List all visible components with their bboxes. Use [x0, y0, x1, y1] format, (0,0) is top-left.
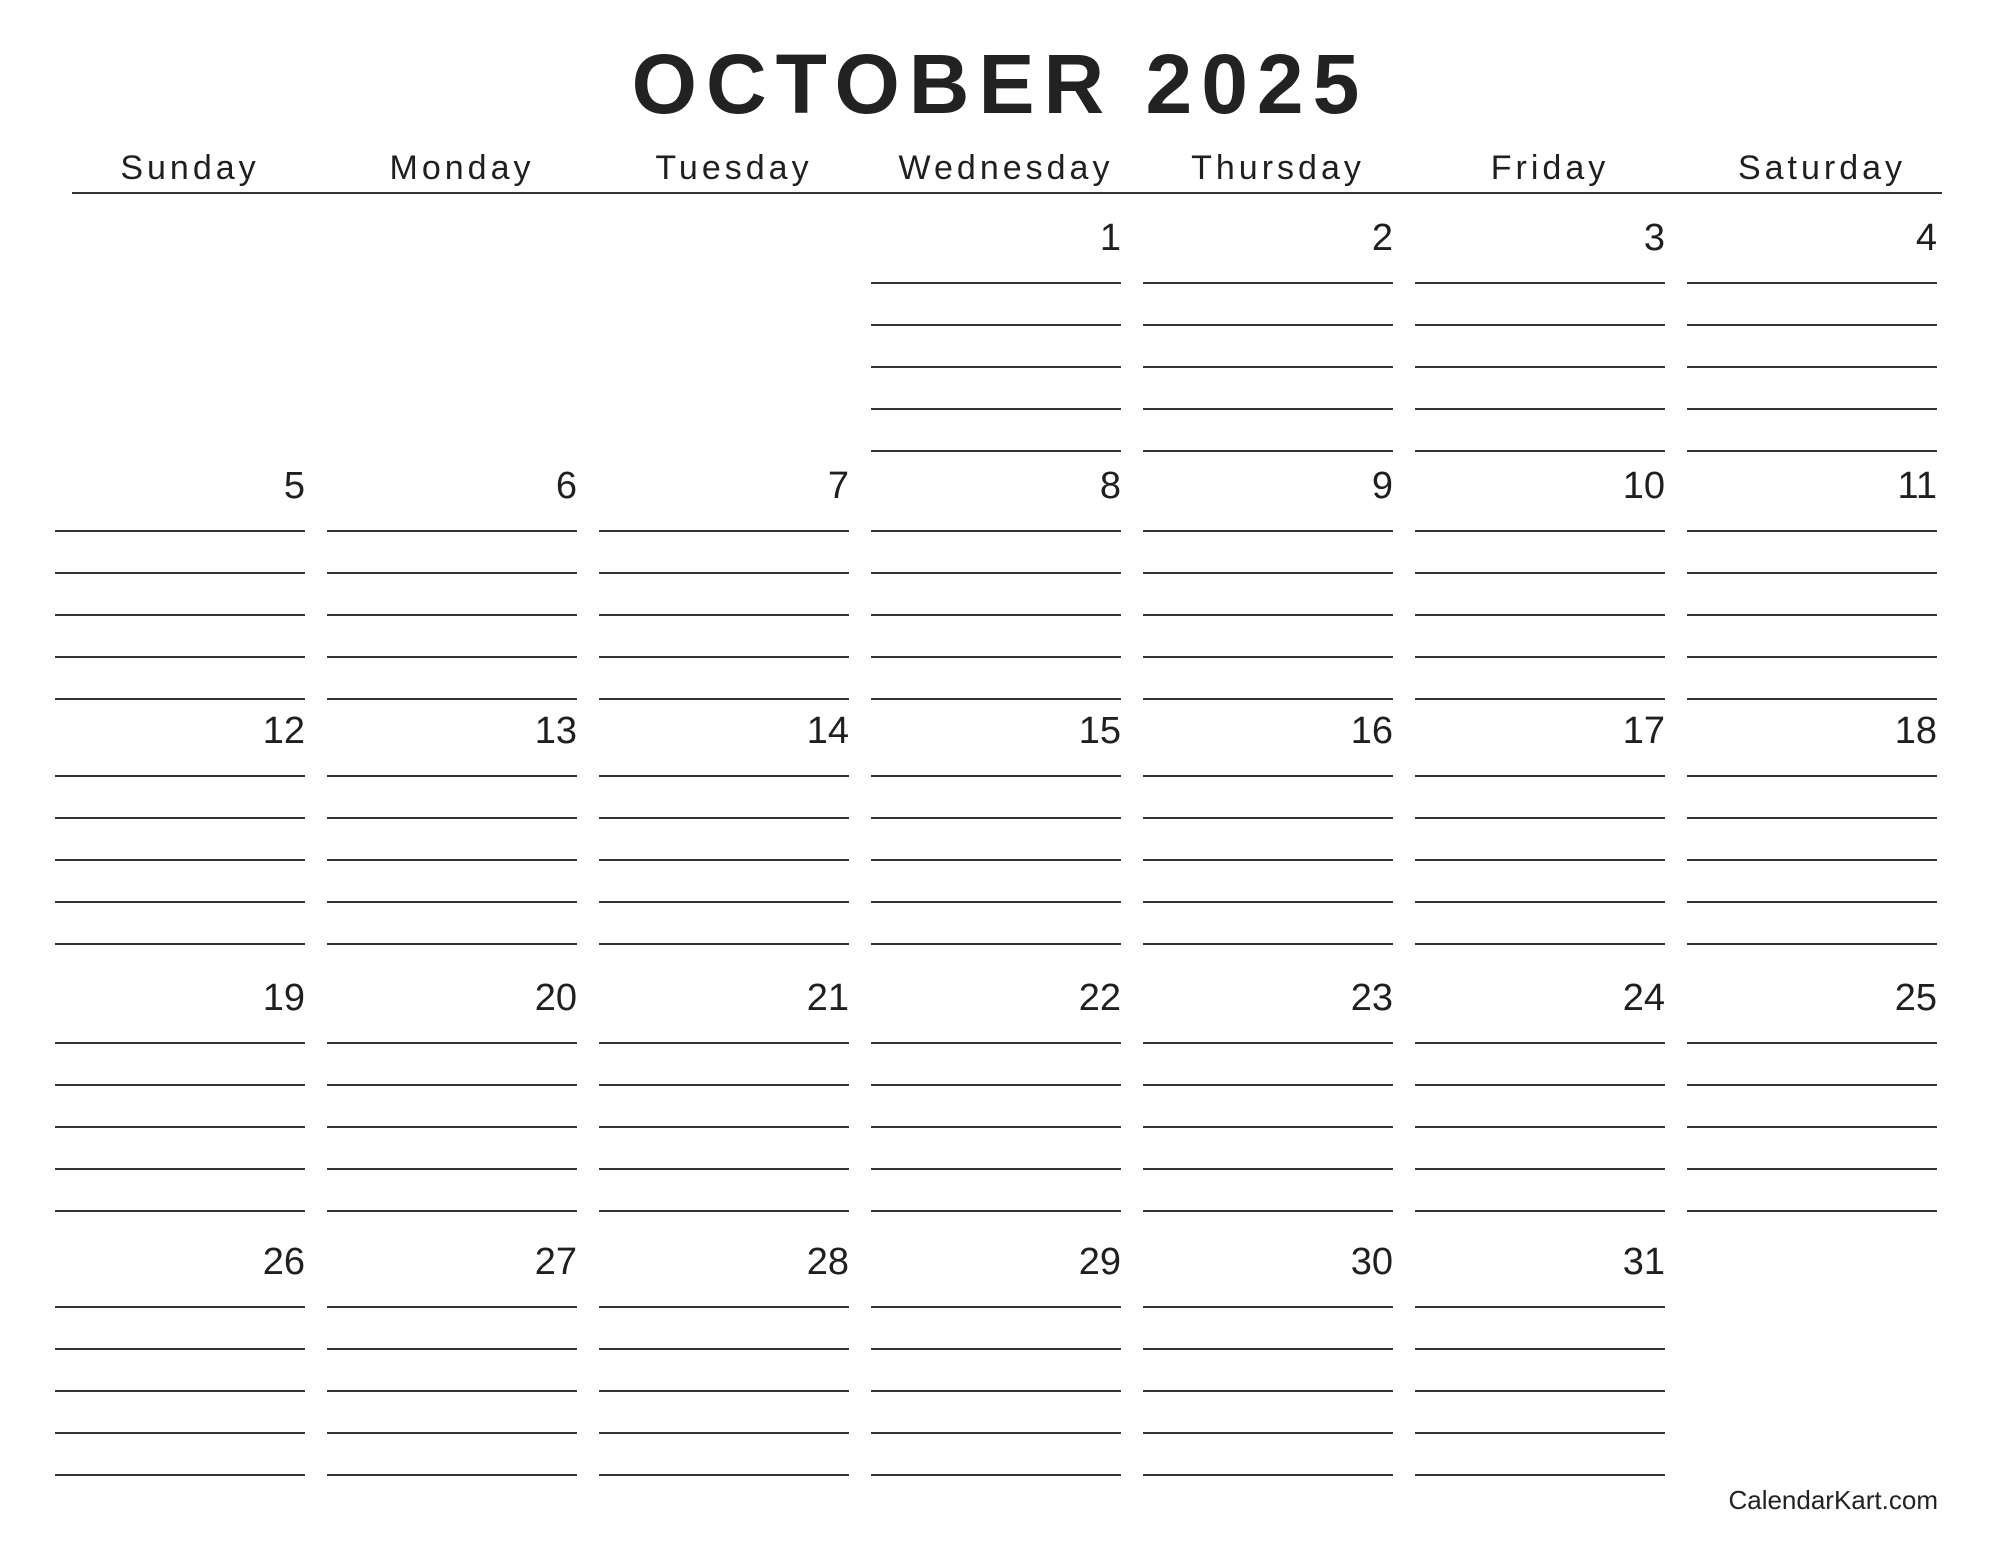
- day-number: 18: [1894, 710, 1937, 752]
- writing-line: [1143, 1348, 1393, 1350]
- day-number: 28: [806, 1241, 849, 1283]
- writing-line: [1687, 901, 1937, 903]
- writing-line: [1143, 450, 1393, 452]
- writing-line: [55, 1390, 305, 1392]
- writing-line: [1143, 282, 1393, 284]
- writing-line: [871, 1432, 1121, 1434]
- writing-line: [1415, 775, 1665, 777]
- writing-line: [55, 572, 305, 574]
- writing-line: [55, 1432, 305, 1434]
- day-cell: [1415, 466, 1665, 716]
- writing-line: [327, 1210, 577, 1212]
- writing-line: [1415, 1390, 1665, 1392]
- writing-line: [327, 1306, 577, 1308]
- day-cell: [871, 978, 1121, 1228]
- day-number: 8: [1099, 465, 1121, 507]
- writing-line: [1415, 901, 1665, 903]
- writing-line: [1143, 1432, 1393, 1434]
- day-cell: [599, 1242, 849, 1492]
- writing-line: [871, 530, 1121, 532]
- day-number: 5: [283, 465, 305, 507]
- writing-line: [1415, 1432, 1665, 1434]
- writing-line: [1687, 1168, 1937, 1170]
- weekday-sunday: Sunday: [120, 149, 260, 187]
- writing-line: [1415, 614, 1665, 616]
- writing-line: [327, 1042, 577, 1044]
- writing-line: [599, 530, 849, 532]
- day-cell: [327, 711, 577, 961]
- day-number: 26: [262, 1241, 305, 1283]
- writing-line: [599, 943, 849, 945]
- writing-line: [1415, 943, 1665, 945]
- writing-line: [1415, 282, 1665, 284]
- writing-line: [871, 614, 1121, 616]
- day-cell: [871, 466, 1121, 716]
- writing-line: [1143, 614, 1393, 616]
- writing-line: [55, 1126, 305, 1128]
- footer-site: CalendarKart.com: [1728, 1485, 1938, 1515]
- day-cell: [871, 218, 1121, 468]
- day-number: 12: [262, 710, 305, 752]
- day-number: 30: [1350, 1241, 1393, 1283]
- writing-line: [1687, 282, 1937, 284]
- writing-line: [1415, 1474, 1665, 1476]
- writing-line: [1687, 530, 1937, 532]
- day-number: 13: [534, 710, 577, 752]
- writing-line: [1415, 530, 1665, 532]
- day-cell: [327, 466, 577, 716]
- writing-line: [55, 1210, 305, 1212]
- writing-line: [871, 1306, 1121, 1308]
- day-cell: [327, 1242, 577, 1492]
- writing-line: [1415, 817, 1665, 819]
- writing-line: [55, 943, 305, 945]
- writing-line: [1143, 1042, 1393, 1044]
- writing-line: [1415, 859, 1665, 861]
- writing-line: [1143, 656, 1393, 658]
- day-number: 9: [1371, 465, 1393, 507]
- writing-line: [871, 656, 1121, 658]
- writing-line: [55, 1042, 305, 1044]
- writing-line: [327, 1084, 577, 1086]
- writing-line: [327, 656, 577, 658]
- writing-line: [1687, 943, 1937, 945]
- writing-line: [327, 859, 577, 861]
- writing-line: [871, 775, 1121, 777]
- writing-line: [599, 901, 849, 903]
- writing-line: [1143, 572, 1393, 574]
- writing-line: [1687, 1126, 1937, 1128]
- writing-line: [1143, 324, 1393, 326]
- writing-line: [871, 943, 1121, 945]
- header-rule: [72, 192, 1942, 194]
- writing-line: [1687, 1042, 1937, 1044]
- weekday-header-row: [53, 148, 1946, 188]
- day-number: 21: [806, 977, 849, 1019]
- writing-line: [327, 698, 577, 700]
- day-cell: [871, 1242, 1121, 1492]
- writing-line: [1415, 1168, 1665, 1170]
- writing-line: [599, 1168, 849, 1170]
- writing-line: [327, 817, 577, 819]
- weekday-wednesday: Wednesday: [898, 149, 1114, 187]
- writing-line: [599, 656, 849, 658]
- day-number: 29: [1078, 1241, 1121, 1283]
- writing-line: [871, 1168, 1121, 1170]
- day-number: 2: [1371, 217, 1393, 259]
- day-cell: [1415, 978, 1665, 1228]
- writing-line: [55, 775, 305, 777]
- writing-line: [327, 1474, 577, 1476]
- writing-line: [327, 775, 577, 777]
- day-number: 10: [1622, 465, 1665, 507]
- day-number: 22: [1078, 977, 1121, 1019]
- writing-line: [1687, 572, 1937, 574]
- writing-line: [1143, 530, 1393, 532]
- writing-line: [1687, 817, 1937, 819]
- day-number: 11: [1897, 465, 1937, 507]
- writing-line: [871, 1042, 1121, 1044]
- writing-line: [1415, 324, 1665, 326]
- writing-line: [871, 1084, 1121, 1086]
- day-cell: [327, 978, 577, 1228]
- writing-line: [1143, 943, 1393, 945]
- writing-line: [1143, 817, 1393, 819]
- day-cell: [1143, 1242, 1393, 1492]
- writing-line: [55, 1084, 305, 1086]
- day-cell: [1687, 711, 1937, 961]
- day-cell: [1415, 218, 1665, 468]
- day-cell: [1687, 466, 1937, 716]
- writing-line: [327, 901, 577, 903]
- day-cell: [599, 978, 849, 1228]
- day-number: 20: [534, 977, 577, 1019]
- day-cell: [599, 711, 849, 961]
- day-cell: [1687, 218, 1937, 468]
- writing-line: [871, 698, 1121, 700]
- writing-line: [1415, 1084, 1665, 1086]
- writing-line: [871, 324, 1121, 326]
- writing-line: [599, 1390, 849, 1392]
- writing-line: [55, 614, 305, 616]
- day-number: 17: [1622, 710, 1665, 752]
- writing-line: [871, 901, 1121, 903]
- weekday-tuesday: Tuesday: [655, 149, 813, 187]
- writing-line: [1415, 1210, 1665, 1212]
- writing-line: [55, 656, 305, 658]
- writing-line: [1687, 450, 1937, 452]
- writing-line: [327, 614, 577, 616]
- day-number: 24: [1622, 977, 1665, 1019]
- day-cell: [1415, 711, 1665, 961]
- writing-line: [871, 282, 1121, 284]
- writing-line: [1143, 698, 1393, 700]
- writing-line: [327, 1390, 577, 1392]
- writing-line: [1143, 408, 1393, 410]
- writing-line: [599, 572, 849, 574]
- writing-line: [871, 859, 1121, 861]
- writing-line: [1687, 656, 1937, 658]
- writing-line: [599, 1126, 849, 1128]
- writing-line: [55, 1168, 305, 1170]
- writing-line: [599, 817, 849, 819]
- writing-line: [1143, 1168, 1393, 1170]
- writing-line: [1415, 1042, 1665, 1044]
- writing-line: [599, 1306, 849, 1308]
- writing-line: [1143, 1306, 1393, 1308]
- weekday-monday: Monday: [389, 149, 535, 187]
- writing-line: [599, 1042, 849, 1044]
- writing-line: [327, 943, 577, 945]
- writing-line: [327, 1126, 577, 1128]
- writing-line: [871, 450, 1121, 452]
- writing-line: [1687, 1210, 1937, 1212]
- writing-line: [599, 698, 849, 700]
- writing-line: [1143, 1474, 1393, 1476]
- writing-line: [1687, 408, 1937, 410]
- writing-line: [327, 1432, 577, 1434]
- day-cell: [1143, 218, 1393, 468]
- day-number: 23: [1350, 977, 1393, 1019]
- calendar-title: OCTOBER 2025: [631, 37, 1369, 131]
- writing-line: [1415, 1348, 1665, 1350]
- writing-line: [1415, 366, 1665, 368]
- weekday-thursday: Thursday: [1191, 149, 1365, 187]
- writing-line: [1143, 366, 1393, 368]
- writing-line: [55, 1348, 305, 1350]
- writing-line: [1687, 1084, 1937, 1086]
- day-cell: [55, 711, 305, 961]
- writing-line: [55, 901, 305, 903]
- writing-line: [871, 366, 1121, 368]
- writing-line: [1143, 901, 1393, 903]
- writing-line: [327, 1348, 577, 1350]
- writing-line: [1415, 572, 1665, 574]
- day-cell: [1143, 978, 1393, 1228]
- writing-line: [55, 1306, 305, 1308]
- writing-line: [1687, 859, 1937, 861]
- day-number: 14: [806, 710, 849, 752]
- writing-line: [1687, 698, 1937, 700]
- writing-line: [1687, 775, 1937, 777]
- day-number: 3: [1643, 217, 1665, 259]
- writing-line: [1143, 1390, 1393, 1392]
- writing-line: [599, 1474, 849, 1476]
- writing-line: [1687, 366, 1937, 368]
- day-number: 31: [1622, 1241, 1665, 1283]
- writing-line: [871, 1390, 1121, 1392]
- writing-line: [1415, 1126, 1665, 1128]
- writing-line: [871, 1210, 1121, 1212]
- writing-line: [327, 530, 577, 532]
- writing-line: [1687, 324, 1937, 326]
- day-cell: [1143, 466, 1393, 716]
- writing-line: [871, 1126, 1121, 1128]
- writing-line: [599, 1084, 849, 1086]
- writing-line: [327, 1168, 577, 1170]
- writing-line: [1415, 698, 1665, 700]
- writing-line: [1143, 859, 1393, 861]
- writing-line: [599, 1432, 849, 1434]
- writing-line: [55, 698, 305, 700]
- writing-line: [55, 817, 305, 819]
- writing-line: [1415, 1306, 1665, 1308]
- day-cell: [55, 466, 305, 716]
- writing-line: [55, 1474, 305, 1476]
- writing-line: [599, 775, 849, 777]
- writing-line: [55, 859, 305, 861]
- weekday-saturday: Saturday: [1737, 149, 1907, 187]
- day-number: 6: [555, 465, 577, 507]
- day-number: 1: [1099, 217, 1121, 259]
- day-cell: [55, 978, 305, 1228]
- writing-line: [1143, 775, 1393, 777]
- writing-line: [871, 408, 1121, 410]
- writing-line: [871, 817, 1121, 819]
- writing-line: [1143, 1084, 1393, 1086]
- day-cell: [55, 1242, 305, 1492]
- day-number: 15: [1078, 710, 1121, 752]
- writing-line: [1143, 1126, 1393, 1128]
- writing-line: [1415, 656, 1665, 658]
- writing-line: [871, 572, 1121, 574]
- writing-line: [1687, 614, 1937, 616]
- day-number: 19: [262, 977, 305, 1019]
- writing-line: [1415, 408, 1665, 410]
- day-number: 4: [1915, 217, 1937, 259]
- day-number: 25: [1894, 977, 1937, 1019]
- day-cell: [1687, 978, 1937, 1228]
- writing-line: [1415, 450, 1665, 452]
- day-cell: [1143, 711, 1393, 961]
- writing-line: [599, 614, 849, 616]
- day-cell: [1415, 1242, 1665, 1492]
- writing-line: [599, 1210, 849, 1212]
- day-cell: [871, 711, 1121, 961]
- writing-line: [327, 572, 577, 574]
- day-number: 27: [534, 1241, 577, 1283]
- weekday-friday: Friday: [1490, 149, 1610, 187]
- writing-line: [599, 1348, 849, 1350]
- day-number: 16: [1350, 710, 1393, 752]
- writing-line: [55, 530, 305, 532]
- day-cell: [599, 466, 849, 716]
- writing-line: [871, 1474, 1121, 1476]
- writing-line: [871, 1348, 1121, 1350]
- writing-line: [599, 859, 849, 861]
- day-number: 7: [827, 465, 849, 507]
- writing-line: [1143, 1210, 1393, 1212]
